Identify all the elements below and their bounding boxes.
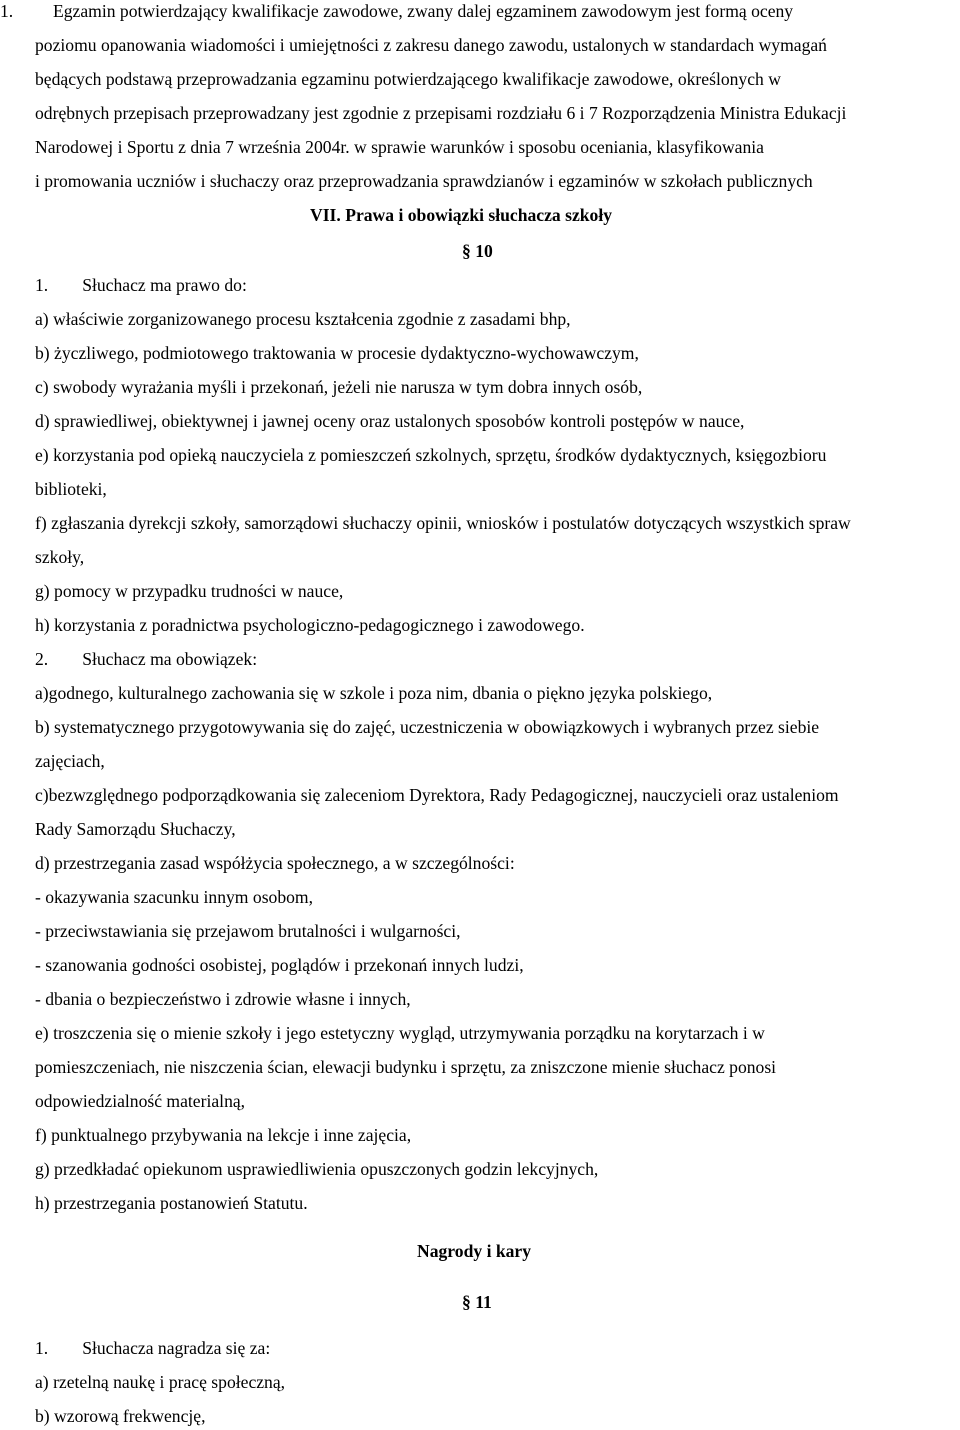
duties-item: - przeciwstawiania się przejawom brutalności i wulgarności, (35, 921, 461, 941)
intro-number: 1. (0, 1, 14, 21)
paragraph-mark (462, 240, 493, 262)
rights-item: e) korzystania pod opieką nauczyciela z pomieszczeń szkolnych, sprzętu, środków dydaktycznych, księgozbioru (35, 445, 827, 465)
duties-item: - okazywania szacunku innym osobom, (35, 887, 314, 907)
intro-line: odrębnych przepisach przeprowadzany jest zgodnie z przepisami rozdziału 6 i 7 Rozporządzenia Ministra Edukacji (35, 103, 847, 123)
intro-line: i promowania uczniów i słuchaczy oraz przeprowadzania sprawdzianów i egzaminów w szkołach publicznych (35, 171, 813, 191)
paragraph-number: 11 (475, 1292, 492, 1312)
awards-number: 1. (35, 1338, 49, 1358)
duties-item: zajęciach, (35, 751, 105, 771)
rights-lead: Słuchacz ma prawo do: (82, 275, 247, 295)
awards-item: b) wzorową frekwencję, (35, 1406, 206, 1426)
awards-lead: Słuchacza nagradza się za: (82, 1338, 271, 1358)
rights-item: a) właściwie zorganizowanego procesu kształcenia zgodnie z zasadami bhp, (35, 309, 571, 329)
intro-line: Egzamin potwierdzający kwalifikacje zawodowe, zwany dalej egzaminem zawodowym jest formą oceny (53, 1, 794, 21)
duties-item: - szanowania godności osobistej, poglądów i przekonań innych ludzi, (35, 955, 524, 975)
duties-item: h) przestrzegania postanowień Statutu. (35, 1193, 308, 1213)
rights-item: g) pomocy w przypadku trudności w nauce, (35, 581, 344, 601)
section-sign-icon: § (462, 1292, 471, 1312)
rights-item: b) życzliwego, podmiotowego traktowania w procesie dydaktyczno-wychowawczym, (35, 343, 639, 363)
duties-item: - dbania o bezpieczeństwo i zdrowie własne i innych, (35, 989, 411, 1009)
duties-item: d) przestrzegania zasad współżycia społecznego, a w szczególności: (35, 853, 515, 873)
duties-item: e) troszczenia się o mienie szkoły i jego estetyczny wygląd, utrzymywania porządku na korytarzach i w (35, 1023, 765, 1043)
intro-line: będących podstawą przeprowadzania egzaminu potwierdzającego kwalifikacje zawodowe, określonych w (35, 69, 781, 89)
duties-item: a)godnego, kulturalnego zachowania się w szkole i poza nim, dbania o piękno języka polskiego, (35, 683, 713, 703)
duties-item: pomieszczeniach, nie niszczenia ścian, elewacji budynku i sprzętu, za zniszczone mienie słuchacz ponosi (35, 1057, 777, 1077)
duties-item: b) systematycznego przygotowywania się do zajęć, uczestniczenia w obowiązkowych i wybranych przez siebie (35, 717, 820, 737)
paragraph-mark (462, 1291, 492, 1313)
rights-item: c) swobody wyrażania myśli i przekonań, jeżeli nie narusza w tym dobra innych osób, (35, 377, 643, 397)
rights-lead-row (35, 274, 960, 296)
duties-item: g) przedkładać opiekunom usprawiedliwienia opuszczonych godzin lekcyjnych, (35, 1159, 599, 1179)
duties-item: odpowiedzialność materialną, (35, 1091, 246, 1111)
duties-number: 2. (35, 649, 49, 669)
duties-item: Rady Samorządu Słuchaczy, (35, 819, 236, 839)
awards-heading: Nagrody i kary (417, 1241, 532, 1261)
duties-lead-row (35, 648, 960, 670)
duties-lead: Słuchacz ma obowiązek: (82, 649, 258, 669)
rights-item: biblioteki, (35, 479, 107, 499)
duties-item: f) punktualnego przybywania na lekcje i inne zajęcia, (35, 1125, 412, 1145)
awards-lead-row (35, 1337, 960, 1359)
rights-item: f) zgłaszania dyrekcji szkoły, samorządowi słuchaczy opinii, wniosków i postulatów dotyczących wszystkich spraw (35, 513, 851, 533)
rights-number: 1. (35, 275, 49, 295)
duties-item: c)bezwzględnego podporządkowania się zaleceniom Dyrektora, Rady Pedagogicznej, nauczycieli oraz ustaleniom (35, 785, 839, 805)
paragraph-number: 10 (475, 241, 493, 261)
intro-line: Narodowej i Sportu z dnia 7 września 2004r. w sprawie warunków i sposobu oceniania, klasyfikowania (35, 137, 764, 157)
awards-item: a) rzetelną naukę i pracę społeczną, (35, 1372, 286, 1392)
section-heading: VII. Prawa i obowiązki słuchacza szkoły (310, 205, 613, 225)
rights-item: szkoły, (35, 547, 85, 567)
rights-item: d) sprawiedliwej, obiektywnej i jawnej oceny oraz ustalonych sposobów kontroli postępów w nauce, (35, 411, 745, 431)
intro-line: poziomu opanowania wiadomości i umiejętności z zakresu danego zawodu, ustalonych w standardach wymagań (35, 35, 827, 55)
rights-item: h) korzystania z poradnictwa psychologiczno-pedagogicznego i zawodowego. (35, 615, 585, 635)
section-sign-icon: § (462, 241, 471, 261)
